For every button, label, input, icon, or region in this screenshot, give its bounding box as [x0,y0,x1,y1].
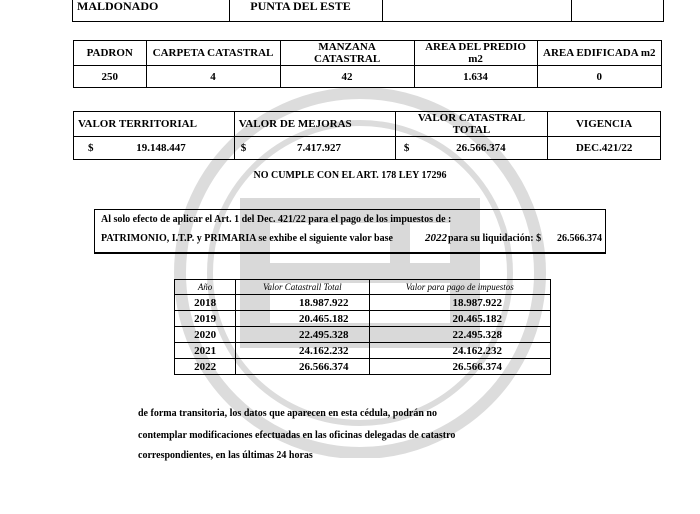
footnote-line-2: contemplar modificaciones efectuadas en las oficinas delegadas de catastro [138,430,456,441]
header-valor-total: Valor Catastrall Total [236,280,369,295]
total-value: 26.566.374 [456,142,506,154]
vigencia-value: DEC.421/22 [548,137,661,160]
notice-box [94,209,606,254]
valor-total-cell: 22.495.328 [236,327,369,343]
currency-sign: $ [403,142,410,154]
notice-amount: 26.566.374 [557,233,602,244]
location-table [72,0,664,22]
year-cell: 2022 [175,359,236,375]
currency-sign: $ [88,142,94,154]
area-edificada-value: 0 [537,66,661,88]
valor-total-cell: 18.987.922 [236,295,369,311]
year-cell: 2019 [175,311,236,327]
valor-total-cell: 20.465.182 [236,311,369,327]
table-row [175,311,551,327]
empty-cell [572,0,664,22]
territorial-value: 19.148.447 [136,142,186,154]
valor-pago-cell: 26.566.374 [369,359,550,375]
compliance-warning: NO CUMPLE CON EL ART. 178 LEY 17296 [253,170,447,181]
year-cell: 2018 [175,295,236,311]
table-row [175,343,551,359]
header-year: Año [175,280,236,295]
history-table [174,279,551,375]
department-cell: MALDONADO [73,0,230,22]
year-cell: 2020 [175,327,236,343]
notice-line-2: PATRIMONIO, I.T.P. y PRIMARIA se exhibe el siguiente valor base [101,233,393,244]
empty-cell [382,0,571,22]
padron-value: 250 [74,66,147,88]
notice-suffix: para su liquidación: $ [448,233,542,244]
footnote-line-3: correspondientes, en las últimas 24 horas [138,450,313,461]
year-cell: 2021 [175,343,236,359]
locality-cell: PUNTA DEL ESTE [230,0,383,22]
valuation-table [73,111,661,160]
mejoras-cell [234,137,395,160]
table-row [175,359,551,375]
header-padron: PADRON [74,41,147,66]
header-vigencia: VIGENCIA [548,112,661,137]
notice-year: 2022 [425,232,447,244]
manzana-value: 42 [280,66,414,88]
table-row [175,327,551,343]
header-area-predio: AREA DEL PREDIO m2 [414,41,537,66]
carpeta-value: 4 [146,66,280,88]
header-area-edificada: AREA EDIFICADA m2 [537,41,661,66]
header-territorial: VALOR TERRITORIAL [74,112,235,137]
mejoras-value: 7.417.927 [297,142,342,154]
valor-total-cell: 24.162.232 [236,343,369,359]
currency-sign: $ [240,142,247,154]
valor-pago-cell: 22.495.328 [369,327,550,343]
valor-total-cell: 26.566.374 [236,359,369,375]
header-carpeta: CARPETA CATASTRAL [146,41,280,66]
header-valor-pago: Valor para pago de impuestos [369,280,550,295]
header-total: VALOR CATASTRAL TOTAL [395,112,547,137]
total-cell [395,137,547,160]
notice-line-1: Al solo efecto de aplicar el Art. 1 del Dec. 421/22 para el pago de los impuestos de : [101,214,452,225]
valor-pago-cell: 18.987.922 [369,295,550,311]
parcel-table [73,40,662,88]
footnote-line-1: de forma transitoria, los datos que aparecen en esta cédula, podrán no [138,408,437,419]
valor-pago-cell: 24.162.232 [369,343,550,359]
valor-pago-cell: 20.465.182 [369,311,550,327]
table-row [175,295,551,311]
header-mejoras: VALOR DE MEJORAS [234,112,395,137]
territorial-cell [74,137,235,160]
header-manzana: MANZANA CATASTRAL [280,41,414,66]
area-predio-value: 1.634 [414,66,537,88]
